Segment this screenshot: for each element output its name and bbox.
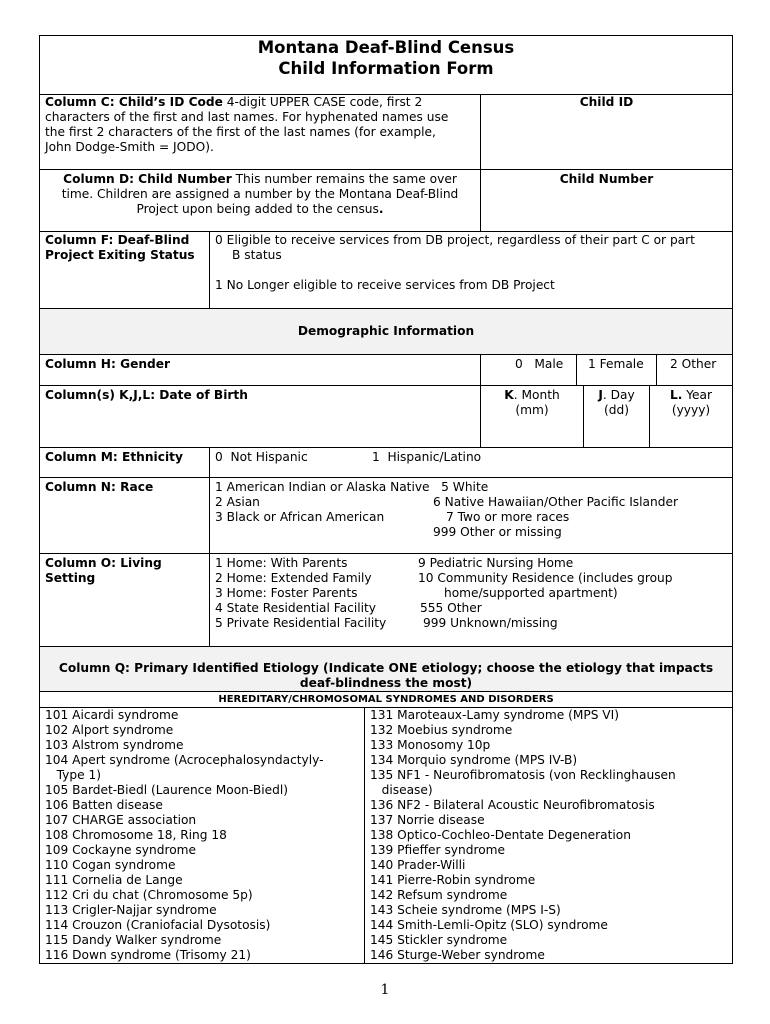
list-item: 104 Apert syndrome (Acrocephalosyndactyly-: [45, 753, 324, 767]
list-item: 138 Optico-Cochleo-Dentate Degeneration: [370, 828, 631, 842]
list-item: 143 Scheie syndrome (MPS I-S): [370, 903, 561, 917]
column-c-label: Column C: Child’s ID Code: [45, 95, 223, 109]
list-item: 137 Norrie disease: [370, 813, 485, 827]
list-item: 108 Chromosome 18, Ring 18: [45, 828, 227, 842]
list-item: 114 Crouzon (Craniofacial Dysotosis): [45, 918, 271, 932]
column-f-label-line1: Column F: Deaf-Blind: [45, 233, 190, 247]
list-item: 106 Batten disease: [45, 798, 163, 812]
column-f-label-line2: Project Exiting Status: [45, 248, 195, 262]
living-setting-option-999: 999 Unknown/missing: [423, 616, 558, 630]
demographic-heading: Demographic Information: [297, 324, 475, 338]
list-item: 101 Aicardi syndrome: [45, 708, 179, 722]
list-item: 105 Bardet-Biedl (Laurence Moon-Biedl): [45, 783, 288, 797]
list-item: 141 Pierre-Robin syndrome: [370, 873, 536, 887]
living-setting-option-555: 555 Other: [420, 601, 482, 615]
column-h-label: Column H: Gender: [45, 357, 171, 371]
list-item: 140 Prader-Willi: [370, 858, 466, 872]
form-subtitle: Child Information Form: [278, 59, 494, 78]
living-setting-option-9: 9 Pediatric Nursing Home: [418, 556, 574, 570]
list-item: 115 Dandy Walker syndrome: [45, 933, 222, 947]
living-setting-option-10-cont: home/supported apartment): [444, 586, 618, 600]
gender-option-female: 1 Female: [588, 357, 644, 371]
gender-option-other: 2 Other: [670, 357, 717, 371]
race-option-7: 7 Two or more races: [446, 510, 570, 524]
column-d-label: Column D: Child Number: [63, 172, 232, 186]
form-title: Montana Deaf-Blind Census: [257, 38, 515, 57]
list-item: 139 Pfieffer syndrome: [370, 843, 506, 857]
dob-day-unit: (dd): [604, 403, 629, 417]
column-q-heading-line1: Column Q: Primary Identified Etiology (Indicate ONE etiology; choose the etiology that impacts: [58, 661, 714, 675]
list-item: 132 Moebius syndrome: [370, 723, 513, 737]
race-option-3: 3 Black or African American: [215, 510, 385, 524]
living-setting-left-list: 1 Home: With Parents 2 Home: Extended Family 3 Home: Foster Parents 4 State Residential Facility 5 Private Residential Facility: [215, 556, 387, 630]
hereditary-subheading: HEREDITARY/CHROMOSOMAL SYNDROMES AND DISORDERS: [218, 694, 554, 705]
list-item: 136 NF2 - Bilateral Acoustic Neurofibromatosis: [370, 798, 655, 812]
list-item: Type 1): [45, 768, 101, 782]
list-item: 146 Sturge-Weber syndrome: [370, 948, 545, 962]
column-f-option-0-cont: B status: [232, 248, 282, 262]
list-item: 110 Cogan syndrome: [45, 858, 176, 872]
list-item: 145 Stickler syndrome: [370, 933, 508, 947]
list-item: 144 Smith-Lemli-Opitz (SLO) syndrome: [370, 918, 608, 932]
column-o-label-line1: Column O: Living: [45, 556, 162, 570]
ethnicity-option-1: 1 Hispanic/Latino: [372, 450, 482, 464]
column-q-heading-line2: deaf-blindness the most): [299, 676, 473, 690]
column-o-label-line2: Setting: [45, 571, 96, 585]
column-n-label: Column N: Race: [45, 480, 154, 494]
living-setting-option-10: 10 Community Residence (includes group: [418, 571, 673, 585]
page-number: 1: [380, 982, 390, 998]
list-item: 133 Monosomy 10p: [370, 738, 491, 752]
list-item: 116 Down syndrome (Trisomy 21): [45, 948, 251, 962]
column-f-option-0: 0 Eligible to receive services from DB project, regardless of their part C or part: [215, 233, 695, 247]
list-item: 131 Maroteaux-Lamy syndrome (MPS VI): [370, 708, 619, 722]
dob-year-label: L. Year: [669, 388, 713, 402]
list-item: 103 Alstrom syndrome: [45, 738, 184, 752]
column-kjl-label: Column(s) K,J,L: Date of Birth: [45, 388, 248, 402]
race-line-1: 1 American Indian or Alaska Native 5 White: [215, 480, 489, 494]
list-item: 111 Cornelia de Lange: [45, 873, 183, 887]
column-m-label: Column M: Ethnicity: [45, 450, 183, 464]
list-item: 113 Crigler-Najjar syndrome: [45, 903, 217, 917]
column-c-description: Column C: Child’s ID Code 4-digit UPPER CASE code, first 2 characters of the first and last names. For hyphenated names use the first 2 characters of the first of the last names (for example, John Dodge-Smith = JODO).: [45, 95, 449, 154]
list-item: 102 Alport syndrome: [45, 723, 174, 737]
child-id-label: Child ID: [579, 95, 634, 109]
column-d-description: Column D: Child Number This number remains the same over time. Children are assigned a number by the Montana Deaf-Blind Project upon being added to the census.: [61, 172, 459, 216]
list-item: 109 Cockayne syndrome: [45, 843, 197, 857]
race-option-999: 999 Other or missing: [433, 525, 562, 539]
child-number-label: Child Number: [559, 172, 654, 186]
dob-day-label: J. Day: [598, 388, 635, 402]
list-item: 135 NF1 - Neurofibromatosis (von Recklinghausen: [370, 768, 676, 782]
race-option-6: 6 Native Hawaiian/Other Pacific Islander: [433, 495, 678, 509]
list-item: 134 Morquio syndrome (MPS IV-B): [370, 753, 578, 767]
ethnicity-option-0: 0 Not Hispanic: [215, 450, 308, 464]
etiology-left-list: [45, 708, 324, 963]
list-item: 107 CHARGE association: [45, 813, 197, 827]
column-f-option-1: 1 No Longer eligible to receive services from DB Project: [215, 278, 555, 292]
dob-month-label: K. Month: [504, 388, 560, 402]
list-item: disease): [370, 783, 433, 797]
list-item: 112 Cri du chat (Chromosome 5p): [45, 888, 253, 902]
list-item: 142 Refsum syndrome: [370, 888, 508, 902]
dob-year-unit: (yyyy): [671, 403, 711, 417]
dob-month-unit: (mm): [515, 403, 549, 417]
gender-option-male: 0 Male: [515, 357, 564, 371]
etiology-right-list: [370, 708, 676, 963]
race-option-2: 2 Asian: [215, 495, 260, 509]
